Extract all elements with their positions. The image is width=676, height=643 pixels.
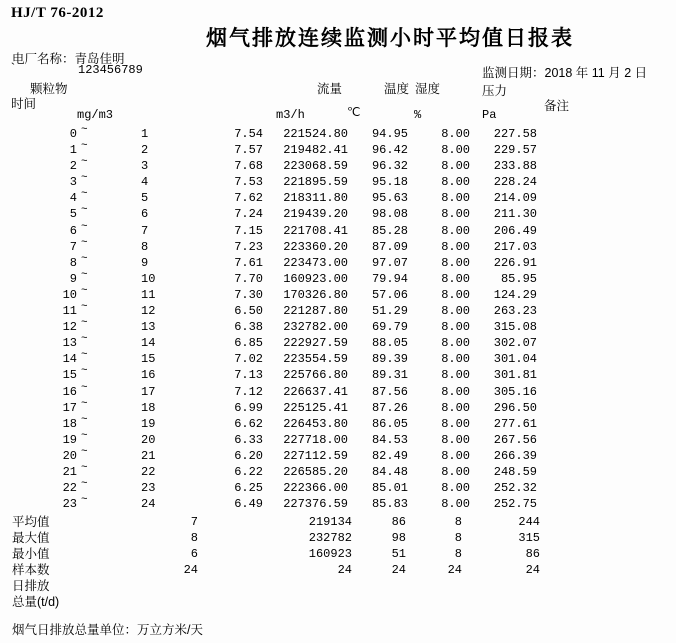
hour-end: 22 [141, 464, 156, 479]
particulate-value: 7.02 [234, 352, 263, 367]
humidity-value: 8.00 [441, 175, 470, 190]
temperature-value: 84.53 [371, 432, 408, 447]
hour-end: 5 [141, 191, 149, 206]
particulate-value: 7.30 [234, 287, 263, 302]
summary-pressure-value: 244 [518, 515, 540, 529]
hour-start: 15 [62, 368, 77, 383]
hour-start: 23 [62, 497, 77, 512]
summary-humidity-value: 8 [454, 515, 462, 529]
flow-value: 232782.00 [283, 320, 348, 335]
hour-end: 13 [141, 320, 156, 335]
table-row [0, 206, 676, 222]
tilde-mark: ~ [81, 413, 88, 426]
hour-start: 8 [69, 255, 77, 270]
flow-value: 221524.80 [283, 127, 348, 141]
hour-end: 23 [141, 481, 156, 496]
hour-end: 14 [141, 336, 156, 351]
pressure-value: 206.49 [493, 223, 537, 238]
tilde-mark: ~ [81, 494, 88, 507]
pressure-value: 228.24 [493, 175, 537, 190]
humidity-value: 8.00 [441, 481, 470, 496]
tilde-mark: ~ [81, 220, 88, 233]
humidity-value: 8.00 [441, 239, 470, 254]
table-row [0, 381, 676, 400]
particulate-value: 6.20 [234, 448, 263, 463]
summary-temperature-value: 24 [391, 563, 406, 578]
flow-value: 221708.41 [283, 223, 348, 238]
summary-flow-value [198, 578, 352, 594]
flow-value: 226637.41 [283, 384, 348, 399]
summary-particulate-value: 8 [190, 531, 198, 546]
table-row [0, 351, 676, 367]
pressure-value: 252.32 [493, 481, 537, 496]
pressure-value: 227.58 [493, 127, 537, 141]
particulate-value: 7.12 [234, 384, 263, 399]
tilde-mark: ~ [81, 284, 88, 297]
unit-pressure: Pa [482, 108, 497, 122]
pressure-value: 217.03 [493, 239, 537, 254]
summary-humidity-value: 8 [454, 531, 462, 546]
column-header-pressure: 压力 [482, 84, 508, 98]
hour-start: 3 [69, 175, 77, 190]
table-row [0, 496, 676, 512]
table-row [0, 174, 676, 190]
temperature-value: 87.26 [371, 400, 408, 415]
summary-flow-value: 219134 [308, 515, 352, 529]
particulate-value: 7.23 [234, 239, 263, 254]
temperature-value: 94.95 [371, 127, 408, 141]
table-row [0, 367, 676, 383]
column-header-remark: 备注 [544, 99, 570, 113]
tilde-mark: ~ [81, 333, 88, 346]
report-title: 烟气排放连续监测小时平均值日报表 [206, 27, 574, 50]
tilde-mark: ~ [81, 236, 88, 249]
pressure-value: 301.04 [493, 352, 537, 367]
flow-value: 223360.20 [283, 239, 348, 254]
summary-label: 平均值 [12, 515, 50, 529]
temperature-value: 85.83 [371, 497, 408, 512]
summary-row [0, 546, 676, 562]
hour-end: 16 [141, 368, 156, 383]
hour-end: 9 [141, 255, 149, 270]
particulate-value: 7.57 [234, 143, 263, 158]
humidity-value: 8.00 [441, 255, 470, 270]
tilde-mark: ~ [81, 461, 88, 474]
footer-note: 烟气日排放总量单位：万立方米/天 [12, 623, 203, 637]
particulate-value: 6.62 [234, 416, 263, 431]
temperature-value: 86.05 [371, 416, 408, 431]
particulate-value: 7.62 [234, 191, 263, 206]
temperature-value: 95.18 [371, 175, 408, 190]
column-header-temperature: 温度 [384, 82, 410, 96]
summary-particulate-value [110, 594, 198, 610]
hour-start: 19 [62, 432, 77, 447]
plant-name-label: 电厂名称： [12, 52, 75, 66]
summary-row [0, 578, 676, 594]
summary-temperature-value: 98 [391, 531, 406, 546]
flow-value: 226453.80 [283, 416, 348, 431]
table-row [0, 190, 676, 206]
particulate-value: 6.85 [234, 336, 263, 351]
hour-start: 1 [69, 143, 77, 158]
temperature-value: 89.31 [371, 368, 408, 383]
pressure-value: 233.88 [493, 159, 537, 174]
summary-temperature-value [352, 578, 406, 594]
humidity-value: 8.00 [441, 416, 470, 431]
temperature-value: 97.07 [371, 255, 408, 270]
summary-label: 最大值 [12, 531, 50, 546]
flow-value: 170326.80 [283, 287, 348, 302]
flow-value: 223068.59 [283, 159, 348, 174]
summary-label: 总量(t/d) [12, 595, 60, 610]
humidity-value: 8.00 [441, 320, 470, 335]
tilde-mark: ~ [81, 188, 88, 201]
tilde-mark: ~ [81, 317, 88, 330]
summary-humidity-value [406, 578, 462, 594]
temperature-value: 96.32 [371, 159, 408, 174]
summary-pressure-value [462, 578, 540, 594]
hour-start: 12 [62, 320, 77, 335]
particulate-value: 6.38 [234, 320, 263, 335]
tilde-mark: ~ [81, 478, 88, 491]
table-row [0, 268, 676, 287]
humidity-value: 8.00 [441, 464, 470, 479]
table-row [0, 319, 676, 335]
hour-start: 16 [62, 384, 77, 399]
particulate-value: 6.25 [234, 481, 263, 496]
hour-start: 7 [69, 239, 77, 254]
hour-end: 6 [141, 207, 149, 222]
flow-value: 222366.00 [283, 481, 348, 496]
hour-end: 15 [141, 352, 156, 367]
pressure-value: 263.23 [493, 304, 537, 319]
summary-row [0, 594, 676, 610]
table-row [0, 413, 676, 432]
particulate-value: 7.70 [234, 271, 263, 286]
particulate-value: 7.13 [234, 368, 263, 383]
flow-value: 223473.00 [283, 255, 348, 270]
hour-end: 8 [141, 239, 149, 254]
hour-start: 10 [62, 287, 77, 302]
pressure-value: 302.07 [493, 336, 537, 351]
monitor-date-label: 监测日期： [482, 66, 545, 80]
summary-label: 日排放 [12, 579, 50, 594]
summary-temperature-value [352, 594, 406, 610]
pressure-value: 296.50 [493, 400, 537, 415]
particulate-value: 6.33 [234, 432, 263, 447]
tilde-mark: ~ [81, 301, 88, 314]
hour-end: 19 [141, 416, 156, 431]
particulate-value: 6.22 [234, 464, 263, 479]
summary-humidity-value: 8 [454, 547, 462, 562]
table-row [0, 480, 676, 496]
hour-start: 0 [69, 127, 77, 141]
particulate-value: 6.99 [234, 400, 263, 415]
tilde-mark: ~ [81, 381, 88, 394]
humidity-value: 8.00 [441, 143, 470, 158]
pressure-value: 277.61 [493, 416, 537, 431]
monitor-date-value: 2018 年 11 月 2 日 [544, 66, 648, 80]
hour-start: 9 [69, 271, 77, 286]
temperature-value: 82.49 [371, 448, 408, 463]
summary-pressure-value: 24 [525, 563, 540, 578]
monitor-date-line [482, 63, 647, 81]
pressure-value: 266.39 [493, 448, 537, 463]
pressure-value: 229.57 [493, 143, 537, 158]
hourly-rows [0, 126, 676, 512]
flow-value: 219482.41 [283, 143, 348, 158]
table-row [0, 445, 676, 464]
column-header-humidity: 湿度 [415, 82, 441, 96]
pressure-value: 252.75 [493, 497, 537, 512]
flow-value: 219439.20 [283, 207, 348, 222]
summary-humidity-value [406, 594, 462, 610]
table-row [0, 397, 676, 416]
flow-value: 218311.80 [283, 191, 348, 206]
temperature-value: 88.05 [371, 336, 408, 351]
flow-value: 160923.00 [283, 271, 348, 286]
pressure-value: 248.59 [493, 464, 537, 479]
temperature-value: 87.56 [371, 384, 408, 399]
unit-particulate: mg/m3 [77, 108, 114, 122]
hour-start: 14 [62, 352, 77, 367]
humidity-value: 8.00 [441, 352, 470, 367]
table-row [0, 303, 676, 319]
summary-label: 样本数 [12, 563, 50, 578]
hour-start: 5 [69, 207, 77, 222]
tilde-mark: ~ [81, 252, 88, 265]
particulate-value: 7.68 [234, 159, 263, 174]
unit-humidity: % [414, 108, 422, 122]
particulate-value: 7.24 [234, 207, 263, 222]
humidity-value: 8.00 [441, 271, 470, 286]
particulate-value: 7.54 [234, 127, 263, 141]
summary-humidity-value: 24 [447, 563, 462, 578]
summary-particulate-value: 24 [183, 563, 198, 578]
humidity-value: 8.00 [441, 223, 470, 238]
humidity-value: 8.00 [441, 207, 470, 222]
column-header-time: 时间 [11, 97, 37, 111]
hour-end: 20 [141, 432, 156, 447]
hour-start: 22 [62, 481, 77, 496]
humidity-value: 8.00 [441, 127, 470, 141]
table-row [0, 158, 676, 174]
summary-row [0, 562, 676, 578]
hour-start: 20 [62, 448, 77, 463]
hour-end: 1 [141, 127, 149, 141]
flow-value: 221287.80 [283, 304, 348, 319]
flow-value: 227718.00 [283, 432, 348, 447]
tilde-mark: ~ [81, 429, 88, 442]
humidity-value: 8.00 [441, 336, 470, 351]
unit-temperature: ℃ [347, 106, 361, 120]
temperature-value: 89.39 [371, 352, 408, 367]
hour-end: 3 [141, 159, 149, 174]
temperature-value: 85.28 [371, 223, 408, 238]
humidity-value: 8.00 [441, 287, 470, 302]
humidity-value: 8.00 [441, 368, 470, 383]
tilde-mark: ~ [81, 172, 88, 185]
tilde-mark: ~ [81, 204, 88, 217]
temperature-value: 57.06 [371, 287, 408, 302]
tilde-mark: ~ [81, 349, 88, 362]
pressure-value: 211.30 [493, 207, 537, 222]
flow-value: 227376.59 [283, 497, 348, 512]
summary-particulate-value: 6 [190, 547, 198, 562]
summary-pressure-value [462, 594, 540, 610]
tilde-mark: ~ [81, 124, 88, 136]
hour-end: 10 [141, 271, 156, 286]
tilde-mark: ~ [81, 268, 88, 281]
particulate-value: 6.49 [234, 497, 263, 512]
humidity-value: 8.00 [441, 497, 470, 512]
table-row [0, 236, 676, 255]
summary-flow-value: 232782 [308, 531, 352, 546]
hour-end: 17 [141, 384, 156, 399]
hour-end: 4 [141, 175, 149, 190]
pressure-value: 85.95 [500, 271, 537, 286]
flow-value: 225766.80 [283, 368, 348, 383]
pressure-value: 315.08 [493, 320, 537, 335]
particulate-value: 7.61 [234, 255, 263, 270]
particulate-value: 7.53 [234, 175, 263, 190]
humidity-value: 8.00 [441, 191, 470, 206]
flow-value: 222927.59 [283, 336, 348, 351]
tilde-mark: ~ [81, 397, 88, 410]
flow-value: 226585.20 [283, 464, 348, 479]
hour-end: 11 [141, 287, 156, 302]
humidity-value: 8.00 [441, 400, 470, 415]
summary-flow-value [198, 594, 352, 610]
column-header-flow: 流量 [317, 82, 343, 96]
temperature-value: 84.48 [371, 464, 408, 479]
temperature-value: 87.09 [371, 239, 408, 254]
hour-start: 11 [62, 304, 77, 319]
temperature-value: 98.08 [371, 207, 408, 222]
plant-code: 123456789 [78, 63, 143, 77]
humidity-value: 8.00 [441, 159, 470, 174]
stray-mark: ` [9, 61, 17, 76]
hour-start: 17 [62, 400, 77, 415]
tilde-mark: ~ [81, 445, 88, 458]
tilde-mark: ~ [81, 156, 88, 169]
table-row [0, 284, 676, 303]
unit-flow: m3/h [276, 108, 305, 122]
hour-end: 18 [141, 400, 156, 415]
temperature-value: 51.29 [371, 304, 408, 319]
hour-end: 12 [141, 304, 156, 319]
hour-start: 2 [69, 159, 77, 174]
table-row [0, 126, 676, 142]
hour-start: 21 [62, 464, 77, 479]
table-row [0, 335, 676, 351]
temperature-value: 95.63 [371, 191, 408, 206]
summary-particulate-value [110, 578, 198, 594]
summary-pressure-value: 315 [518, 531, 540, 546]
column-header-particulate: 颗粒物 [30, 82, 68, 96]
temperature-value: 96.42 [371, 143, 408, 158]
hour-end: 24 [141, 497, 156, 512]
summary-particulate-value: 7 [190, 515, 198, 529]
tilde-mark: ~ [81, 365, 88, 378]
summary-label: 最小值 [12, 547, 50, 562]
plant-name-value: 青岛佳明 [74, 52, 125, 66]
table-row [0, 252, 676, 271]
pressure-value: 267.56 [493, 432, 537, 447]
pressure-value: 214.09 [493, 191, 537, 206]
humidity-value: 8.00 [441, 432, 470, 447]
summary-flow-value: 160923 [308, 547, 352, 562]
table-row [0, 461, 676, 480]
hour-end: 21 [141, 448, 156, 463]
flow-value: 223554.59 [283, 352, 348, 367]
humidity-value: 8.00 [441, 304, 470, 319]
summary-row [0, 514, 676, 530]
pressure-value: 124.29 [493, 287, 537, 302]
summary-pressure-value: 86 [525, 547, 540, 562]
hour-start: 18 [62, 416, 77, 431]
humidity-value: 8.00 [441, 384, 470, 399]
flow-value: 227112.59 [283, 448, 348, 463]
pressure-value: 226.91 [493, 255, 537, 270]
hour-end: 2 [141, 143, 149, 158]
flow-value: 221895.59 [283, 175, 348, 190]
temperature-value: 69.79 [371, 320, 408, 335]
summary-rows [0, 514, 676, 611]
summary-row [0, 530, 676, 546]
temperature-value: 79.94 [371, 271, 408, 286]
table-row [0, 429, 676, 448]
hour-end: 7 [141, 223, 149, 238]
tilde-mark: ~ [81, 140, 88, 153]
hour-start: 13 [62, 336, 77, 351]
temperature-value: 85.01 [371, 481, 408, 496]
summary-temperature-value: 86 [391, 515, 406, 529]
standard-number: HJ/T 76-2012 [11, 5, 104, 21]
table-row [0, 142, 676, 158]
summary-flow-value: 24 [337, 563, 352, 578]
humidity-value: 8.00 [441, 448, 470, 463]
hour-start: 4 [69, 191, 77, 206]
particulate-value: 6.50 [234, 304, 263, 319]
summary-temperature-value: 51 [391, 547, 406, 562]
flow-value: 225125.41 [283, 400, 348, 415]
particulate-value: 7.15 [234, 223, 263, 238]
hour-start: 6 [69, 223, 77, 238]
pressure-value: 301.81 [493, 368, 537, 383]
table-row [0, 220, 676, 239]
pressure-value: 305.16 [493, 384, 537, 399]
